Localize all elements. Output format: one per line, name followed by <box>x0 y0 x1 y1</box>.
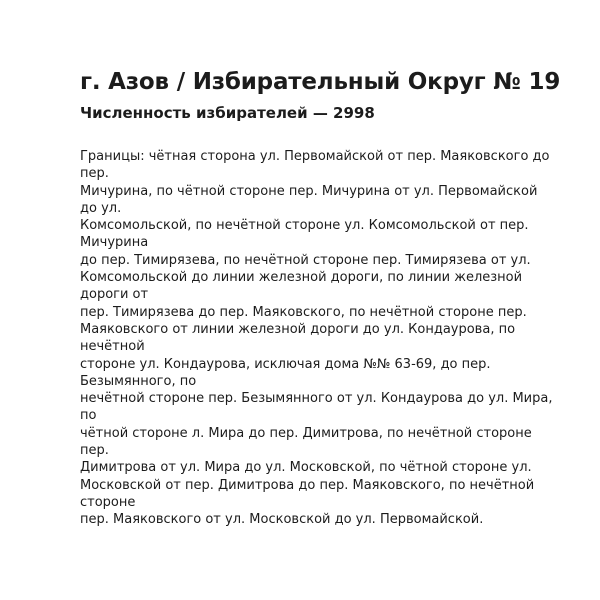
borders-line: Комсомольской, по нечётной стороне ул. Комсомольской от пер. <box>80 218 529 234</box>
borders-line: нечётной <box>80 339 145 355</box>
borders-line: чётной стороне л. Мира до пер. Димитрова, по нечётной стороне <box>80 425 532 441</box>
borders-line: нечётной стороне пер. Безымянного от ул. Кондаурова до ул. Мира, <box>80 391 553 407</box>
borders-line: Маяковского от линии железной дороги до ул. Кондаурова, по <box>80 321 516 337</box>
borders-line: пер. <box>80 166 109 182</box>
borders-line: до ул. <box>80 200 122 216</box>
borders-line: стороне <box>80 494 136 510</box>
borders-line: Безымянного, по <box>80 373 197 389</box>
borders-line: Димитрова от ул. Мира до ул. Московской, по чётной стороне ул. <box>80 460 532 476</box>
borders-line: до пер. Тимирязева, по нечётной стороне пер. Тимирязева от ул. <box>80 252 531 268</box>
district-title: г. Азов / Избирательный Округ № 19 <box>80 69 561 95</box>
borders-line: Мичурина <box>80 235 149 251</box>
borders-line: по <box>80 408 97 424</box>
borders-line: дороги от <box>80 287 149 303</box>
voter-count: Численность избирателей — 2998 <box>80 104 375 122</box>
borders-line: пер. Маяковского от ул. Московской до ул. Первомайской. <box>80 512 484 528</box>
borders-line: Комсомольской до линии железной дороги, по линии железной <box>80 270 523 286</box>
district-borders-text <box>80 148 553 529</box>
borders-line: стороне ул. Кондаурова, исключая дома №№ 63-69, до пер. <box>80 356 491 372</box>
borders-line: Границы: чётная сторона ул. Первомайской от пер. Маяковского до <box>80 149 550 164</box>
borders-line: пер. <box>80 443 109 459</box>
borders-line: Московской от пер. Димитрова до пер. Маяковского, по нечётной <box>80 477 535 493</box>
borders-line: Мичурина, по чётной стороне пер. Мичурина от ул. Первомайской <box>80 183 538 199</box>
borders-line: пер. Тимирязева до пер. Маяковского, по нечётной стороне пер. <box>80 304 527 320</box>
